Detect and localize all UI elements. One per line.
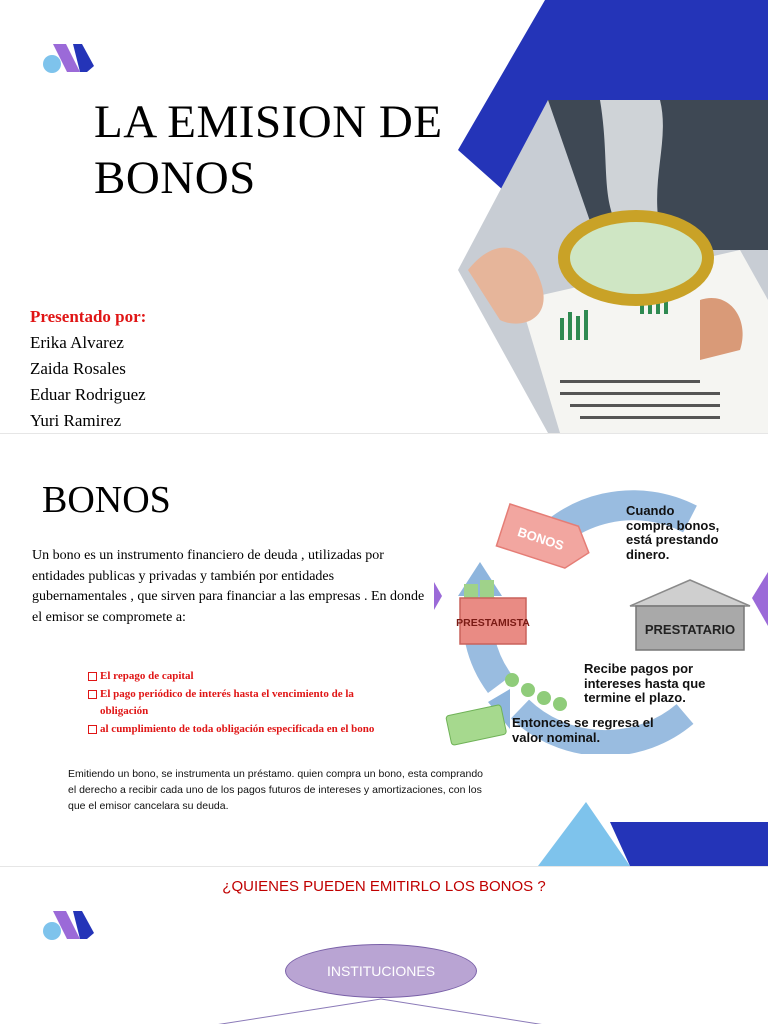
obligations-list [86,668,436,738]
blue-band-shape [610,822,768,866]
list-item: El pago periódico de interés hasta el vencimiento de la [86,686,436,704]
presenters-block [30,304,146,433]
instituciones-node: INSTITUCIONES [285,944,477,998]
bond-explanation: Emitiendo un bono, se instrumenta un préstamo. quien compra un bono, esta comprando el derecho a recibir cada uno de los pagos futuros de intereses y amortizaciones, con los que el emisor cancelara su deuda. [68,768,484,812]
list-item-continuation: obligación [100,705,149,717]
magnifier-icon [564,216,708,300]
callout-buy-bonds: Cuando compra bonos, está prestando dinero. [626,503,720,562]
presenter-name: Erika Alvarez [30,333,124,352]
prestamista-box [456,580,530,644]
presented-by-label: Presentado por: [30,307,147,326]
callout-nominal: Entonces se regresa el valor nominal. [512,715,654,745]
svg-text:BONOS: BONOS [515,524,566,554]
list-item: El repago de capital [86,668,436,686]
svg-text:PRESTAMISTA: PRESTAMISTA [456,617,530,629]
prestatario-building-icon [630,580,750,650]
logo-icon [43,911,94,940]
callout-interest: Recibe pagos por intereses hasta que termine el plazo. [584,661,706,705]
checkbox-bullet-icon [88,690,97,699]
presenter-name: Zaida Rosales [30,359,126,378]
slide-title [0,0,768,433]
question-title: ¿QUIENES PUEDEN EMITIRLO LOS BONOS ? [222,878,546,895]
bonos-heading: BONOS [42,479,171,521]
logo-icon [43,44,94,73]
bonos-definition: Un bono es un instrumento financiero de deuda , utilizadas por entidades publicas y privadas y también por entidades gubernamentales , que sirven para financiar a las empresas . En donde el emisor se compromete a: [32,548,425,625]
checkbox-bullet-icon [88,672,97,681]
presenter-name: Yuri Ramirez [30,411,122,430]
list-item: al cumplimiento de toda obligación especificada en el bono [86,721,436,739]
checkbox-bullet-icon [88,725,97,734]
presenter-name: Eduar Rodriguez [30,385,146,404]
slide-title-text: LA EMISION DE BONOS [94,96,443,204]
svg-text:PRESTATARIO: PRESTATARIO [644,622,736,637]
